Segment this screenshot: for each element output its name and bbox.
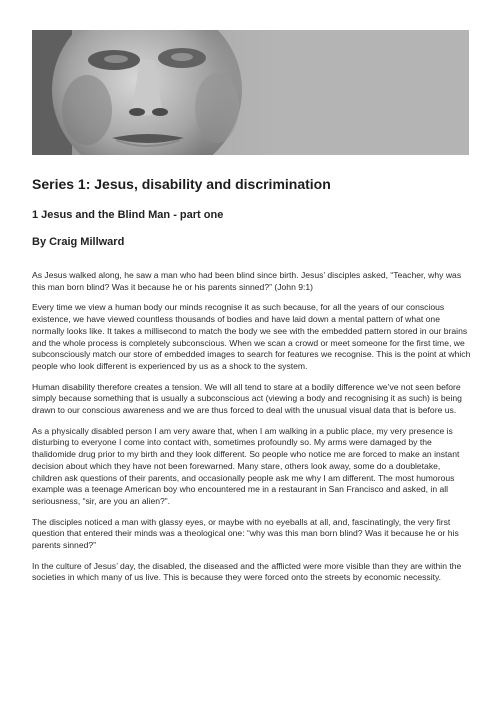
paragraph: In the culture of Jesus’ day, the disabled, the diseased and the afflicted were more visible than they are within the societies in which many of us live. This is because they were forced onto the streets by economic necessity. bbox=[32, 560, 462, 583]
paragraph: As a physically disabled person I am very aware that, when I am walking in a public place, my very presence is disturbing to everyone I come into contact with, sometimes profoundly so. My arms were damaged by the thalidomide drug prior to my birth and they look different. So people who notice me are forced to make an instant decision about which they have not been forewarned. Many stare, others look away, some do a doubletake, children ask questions of their parents, and occasionally people ask me why I am different. The most humorous example was a teenage American boy who encountered me in a restaurant in San Francisco and asked, in all seriousness, “sir, are you an alien?”. bbox=[32, 425, 460, 506]
paragraph: Human disability therefore creates a tension. We will all tend to stare at a bodily difference we’ve not seen before simply because something that is usually a subconscious act (viewing a body and recognising it as such) is being drawn to our conscious awareness and we are thus forced to deal with the unusual visual data that is before us. bbox=[32, 381, 462, 416]
author-byline: By Craig Millward bbox=[32, 236, 125, 248]
paragraph: Every time we view a human body our minds recognise it as such because, for all the years of our conscious existence, we have viewed countless thousands of bodies and have laid down a mental pattern of what one normally looks like. It takes a millisecond to match the body we see with the embedded pattern stored in our brains and the whole process is completely subconscious. When we scan a crowd or meet someone for the first time, we subconsciously match our store of embedded images to search for features we recognise. This is the point at which people who look different is experienced by us as a shock to the system. bbox=[32, 302, 471, 371]
header-banner-image bbox=[32, 30, 469, 155]
article-body bbox=[32, 270, 472, 593]
paragraph: The disciples noticed a man with glassy eyes, or maybe with no eyeballs at all, and, fascinatingly, the very first question that entered their minds was a theological one: “why was this man born blind? Was it because he or his parents sinned?” bbox=[32, 516, 459, 551]
paragraph: As Jesus walked along, he saw a man who had been blind since birth. Jesus’ disciples asked, “Teacher, why was this man born blind? Was it because he or his parents sinned?” (John 9:1) bbox=[32, 270, 462, 292]
page-title: Series 1: Jesus, disability and discrimination bbox=[32, 176, 331, 192]
statue-face-image bbox=[32, 30, 469, 155]
article-subtitle: 1 Jesus and the Blind Man - part one bbox=[32, 209, 224, 221]
